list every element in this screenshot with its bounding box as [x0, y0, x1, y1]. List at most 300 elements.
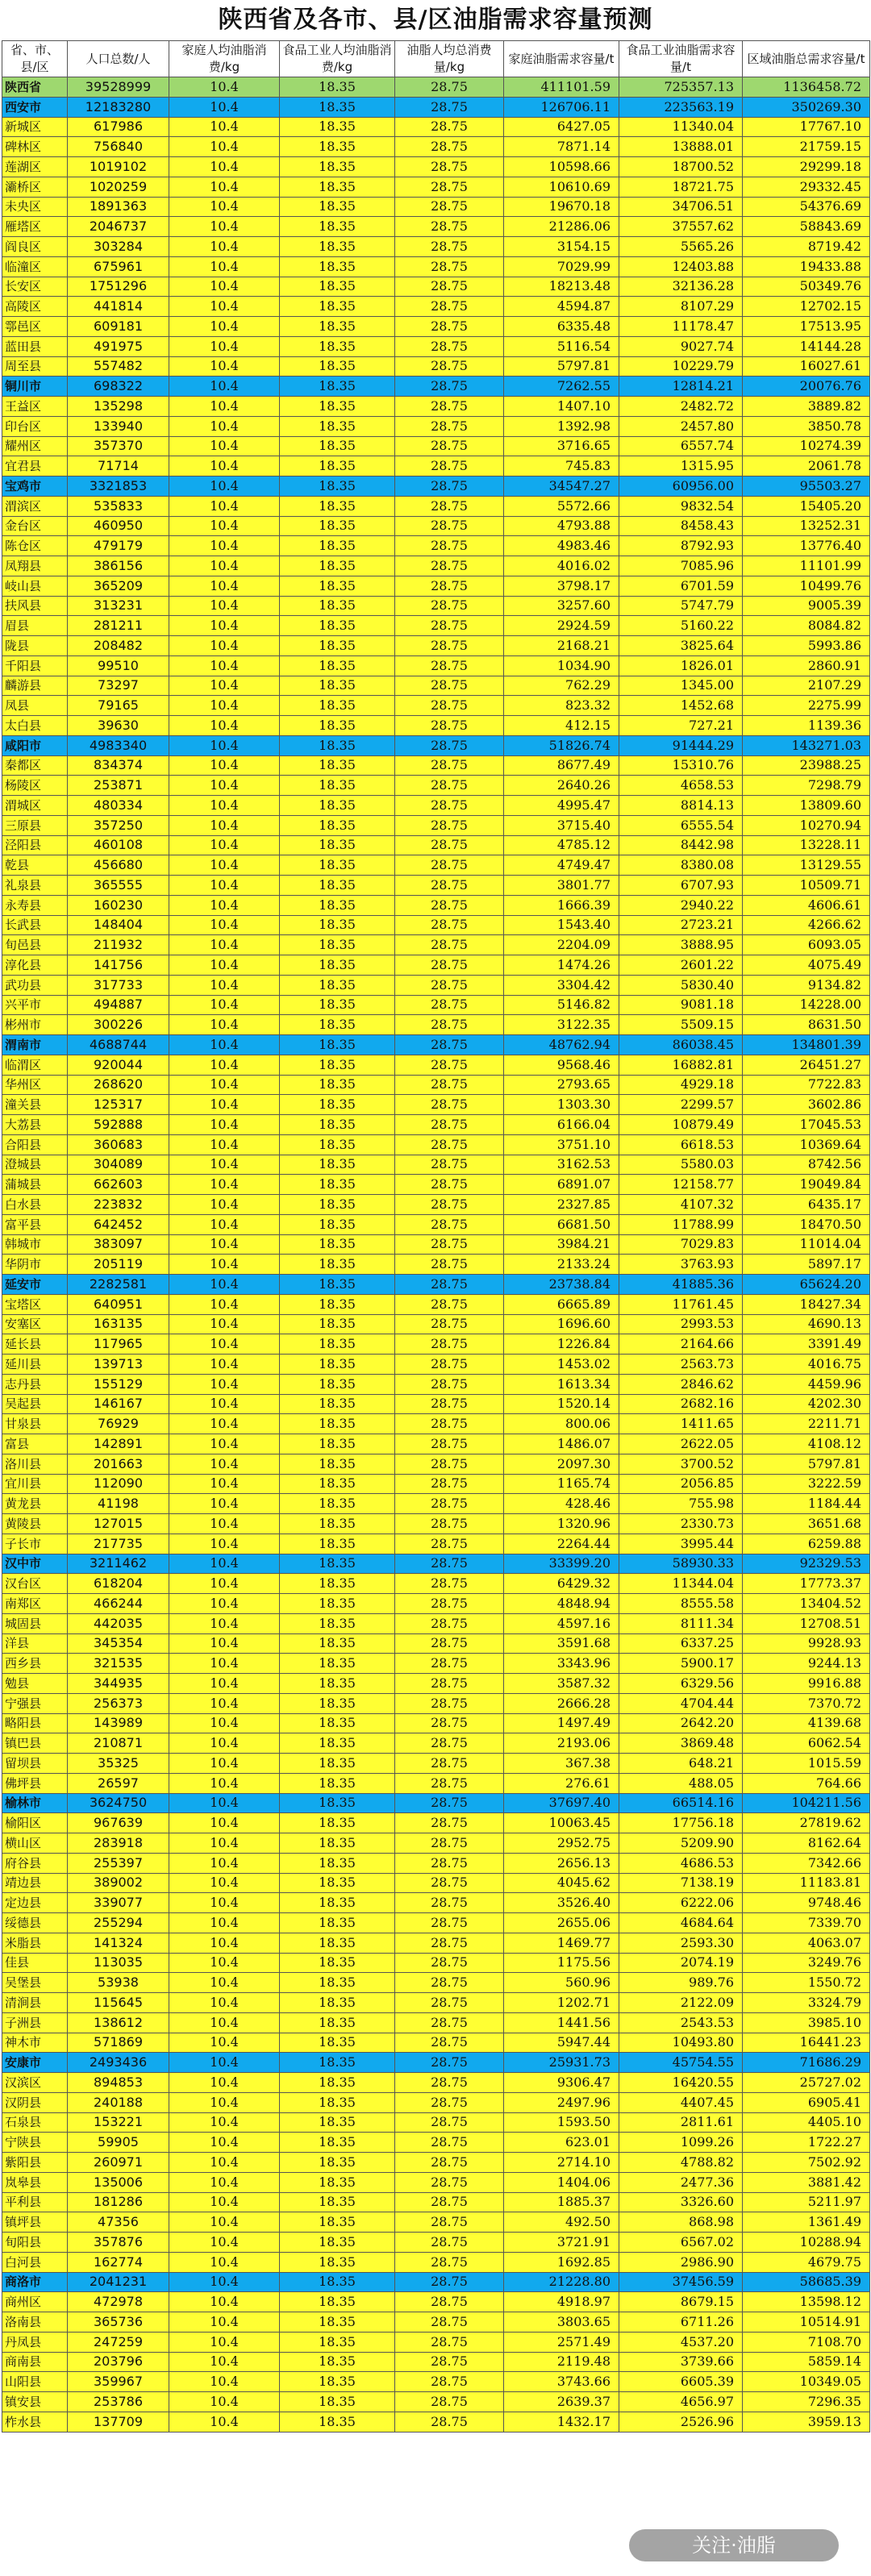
- cell-total-demand: 13776.40: [743, 536, 870, 556]
- cell-total-demand: 11183.81: [743, 1873, 870, 1893]
- cell-food-per-capita: 18.35: [280, 1773, 395, 1793]
- cell-household-demand: 2264.44: [504, 1534, 619, 1554]
- cell-household-per-capita: 10.4: [169, 1853, 280, 1873]
- cell-food-demand: 2056.85: [619, 1474, 743, 1494]
- cell-population: 125317: [68, 1095, 169, 1115]
- cell-total-per-capita: 28.75: [395, 2053, 504, 2073]
- cell-population: 1019102: [68, 157, 169, 177]
- cell-population: 365209: [68, 576, 169, 596]
- cell-region: 蓝田县: [2, 336, 68, 356]
- cell-total-demand: 13129.55: [743, 855, 870, 876]
- cell-total-per-capita: 28.75: [395, 815, 504, 835]
- cell-household-demand: 1885.37: [504, 2192, 619, 2212]
- table-row: [2, 2292, 870, 2312]
- table-row: [2, 237, 870, 257]
- cell-household-per-capita: 10.4: [169, 1434, 280, 1454]
- cell-total-demand: 13228.11: [743, 835, 870, 855]
- cell-household-demand: 3716.65: [504, 436, 619, 456]
- cell-region: 陇县: [2, 636, 68, 656]
- cell-household-demand: 1165.74: [504, 1474, 619, 1494]
- cell-food-demand: 725357.13: [619, 77, 743, 98]
- cell-region: 紫阳县: [2, 2153, 68, 2173]
- cell-region: 佛坪县: [2, 1773, 68, 1793]
- cell-food-per-capita: 18.35: [280, 716, 395, 736]
- cell-food-demand: 3825.64: [619, 636, 743, 656]
- cell-total-demand: 2107.29: [743, 676, 870, 696]
- cell-household-per-capita: 10.4: [169, 157, 280, 177]
- cell-total-per-capita: 28.75: [395, 1754, 504, 1774]
- cell-food-per-capita: 18.35: [280, 356, 395, 377]
- cell-household-demand: 4594.87: [504, 297, 619, 317]
- cell-population: 99510: [68, 655, 169, 676]
- table-row: [2, 1075, 870, 1095]
- cell-food-per-capita: 18.35: [280, 1713, 395, 1733]
- city-summary-row: [2, 1275, 870, 1295]
- cell-household-per-capita: 10.4: [169, 975, 280, 995]
- cell-total-per-capita: 28.75: [395, 2073, 504, 2093]
- cell-total-per-capita: 28.75: [395, 277, 504, 297]
- header-total-per-capita: 油脂人均总消费量/kg: [395, 41, 504, 77]
- cell-household-per-capita: 10.4: [169, 1733, 280, 1754]
- cell-population: 642452: [68, 1214, 169, 1234]
- cell-region: 黄陵县: [2, 1514, 68, 1534]
- cell-region: 吴起县: [2, 1394, 68, 1414]
- table-row: [2, 2412, 870, 2432]
- cell-household-demand: 1392.98: [504, 416, 619, 436]
- cell-total-demand: 15405.20: [743, 496, 870, 516]
- cell-food-demand: 1411.65: [619, 1414, 743, 1434]
- cell-total-demand: 1015.59: [743, 1754, 870, 1774]
- cell-population: 141324: [68, 1933, 169, 1953]
- cell-total-per-capita: 28.75: [395, 2212, 504, 2233]
- table-row: [2, 2372, 870, 2392]
- header-food-industry-demand: 食品工业油脂需求容量/t: [619, 41, 743, 77]
- cell-total-per-capita: 28.75: [395, 1334, 504, 1355]
- cell-total-demand: 14144.28: [743, 336, 870, 356]
- cell-food-per-capita: 18.35: [280, 616, 395, 636]
- cell-food-per-capita: 18.35: [280, 397, 395, 417]
- cell-food-per-capita: 18.35: [280, 2312, 395, 2333]
- cell-household-per-capita: 10.4: [169, 1613, 280, 1633]
- cell-food-per-capita: 18.35: [280, 476, 395, 497]
- cell-region: 武功县: [2, 975, 68, 995]
- cell-household-demand: 3162.53: [504, 1155, 619, 1175]
- cell-household-per-capita: 10.4: [169, 1155, 280, 1175]
- cell-total-demand: 5859.14: [743, 2352, 870, 2372]
- cell-total-demand: 65624.20: [743, 1275, 870, 1295]
- table-row: [2, 1394, 870, 1414]
- cell-household-per-capita: 10.4: [169, 2192, 280, 2212]
- cell-household-per-capita: 10.4: [169, 2112, 280, 2133]
- cell-household-per-capita: 10.4: [169, 1075, 280, 1095]
- cell-household-demand: 1432.17: [504, 2412, 619, 2432]
- table-row: [2, 636, 870, 656]
- cell-household-per-capita: 10.4: [169, 217, 280, 237]
- cell-household-per-capita: 10.4: [169, 1234, 280, 1255]
- cell-food-demand: 10229.79: [619, 356, 743, 377]
- cell-household-per-capita: 10.4: [169, 2292, 280, 2312]
- cell-population: 39528999: [68, 77, 169, 98]
- cell-population: 3211462: [68, 1554, 169, 1574]
- cell-total-demand: 25727.02: [743, 2073, 870, 2093]
- cell-food-per-capita: 18.35: [280, 496, 395, 516]
- cell-food-per-capita: 18.35: [280, 556, 395, 576]
- cell-total-demand: 3850.78: [743, 416, 870, 436]
- cell-total-demand: 9134.82: [743, 975, 870, 995]
- cell-population: 303284: [68, 237, 169, 257]
- cell-food-demand: 3888.95: [619, 935, 743, 955]
- cell-region: 宁陕县: [2, 2133, 68, 2153]
- cell-total-demand: 17513.95: [743, 317, 870, 337]
- cell-food-demand: 2477.36: [619, 2172, 743, 2192]
- table-body: [2, 77, 870, 2432]
- cell-population: 137709: [68, 2412, 169, 2432]
- cell-household-demand: 6166.04: [504, 1115, 619, 1135]
- cell-food-demand: 16882.81: [619, 1055, 743, 1075]
- cell-household-demand: 19670.18: [504, 197, 619, 217]
- cell-total-per-capita: 28.75: [395, 2352, 504, 2372]
- cell-total-per-capita: 28.75: [395, 1454, 504, 1474]
- cell-total-per-capita: 28.75: [395, 696, 504, 716]
- cell-total-demand: 3222.59: [743, 1474, 870, 1494]
- table-row: [2, 137, 870, 157]
- cell-population: 155129: [68, 1374, 169, 1394]
- cell-population: 360683: [68, 1134, 169, 1155]
- cell-total-per-capita: 28.75: [395, 2192, 504, 2212]
- cell-household-demand: 23738.84: [504, 1275, 619, 1295]
- cell-food-demand: 2642.20: [619, 1713, 743, 1733]
- cell-food-per-capita: 18.35: [280, 835, 395, 855]
- cell-population: 460950: [68, 516, 169, 536]
- cell-population: 139713: [68, 1355, 169, 1375]
- cell-food-per-capita: 18.35: [280, 1055, 395, 1075]
- cell-food-demand: 2593.30: [619, 1933, 743, 1953]
- cell-household-demand: 10610.69: [504, 177, 619, 197]
- table-row: [2, 915, 870, 935]
- cell-food-demand: 11761.45: [619, 1294, 743, 1314]
- cell-region: 绥德县: [2, 1913, 68, 1933]
- cell-total-per-capita: 28.75: [395, 2172, 504, 2192]
- cell-total-demand: 3391.49: [743, 1334, 870, 1355]
- cell-region: 扶风县: [2, 596, 68, 616]
- cell-region: 长安区: [2, 277, 68, 297]
- cell-total-demand: 5797.81: [743, 1454, 870, 1474]
- cell-food-per-capita: 18.35: [280, 456, 395, 476]
- cell-total-demand: 3324.79: [743, 1993, 870, 2013]
- cell-household-demand: 21286.06: [504, 217, 619, 237]
- cell-household-demand: 3715.40: [504, 815, 619, 835]
- table-row: [2, 2312, 870, 2333]
- cell-total-demand: 143271.03: [743, 735, 870, 755]
- cell-population: 321535: [68, 1654, 169, 1674]
- cell-region: 新城区: [2, 117, 68, 137]
- cell-population: 472978: [68, 2292, 169, 2312]
- cell-food-demand: 6555.54: [619, 815, 743, 835]
- cell-food-demand: 3739.66: [619, 2352, 743, 2372]
- table-row: [2, 1773, 870, 1793]
- cell-total-per-capita: 28.75: [395, 1594, 504, 1614]
- cell-food-demand: 2601.22: [619, 955, 743, 976]
- cell-total-demand: 7722.83: [743, 1075, 870, 1095]
- cell-region: 泾阳县: [2, 835, 68, 855]
- cell-food-demand: 9081.18: [619, 995, 743, 1015]
- cell-total-per-capita: 28.75: [395, 1494, 504, 1514]
- cell-total-demand: 9005.39: [743, 596, 870, 616]
- cell-population: 1891363: [68, 197, 169, 217]
- table-row: [2, 516, 870, 536]
- cell-region: 子长市: [2, 1534, 68, 1554]
- cell-total-demand: 17773.37: [743, 1574, 870, 1594]
- cell-total-demand: 4075.49: [743, 955, 870, 976]
- city-summary-row: [2, 2272, 870, 2292]
- cell-total-demand: 7298.79: [743, 776, 870, 796]
- table-row: [2, 1594, 870, 1614]
- cell-household-demand: 2327.85: [504, 1195, 619, 1215]
- cell-total-demand: 4139.68: [743, 1713, 870, 1733]
- cell-total-per-capita: 28.75: [395, 716, 504, 736]
- cell-region: 碑林区: [2, 137, 68, 157]
- cell-population: 592888: [68, 1115, 169, 1135]
- cell-food-demand: 5160.22: [619, 616, 743, 636]
- cell-region: 南郑区: [2, 1594, 68, 1614]
- cell-food-per-capita: 18.35: [280, 1414, 395, 1434]
- cell-household-per-capita: 10.4: [169, 716, 280, 736]
- cell-total-demand: 9244.13: [743, 1654, 870, 1674]
- cell-food-demand: 5747.79: [619, 596, 743, 616]
- cell-food-demand: 2122.09: [619, 1993, 743, 2013]
- cell-household-per-capita: 10.4: [169, 1793, 280, 1813]
- cell-household-per-capita: 10.4: [169, 1255, 280, 1275]
- cell-food-per-capita: 18.35: [280, 177, 395, 197]
- cell-household-per-capita: 10.4: [169, 1095, 280, 1115]
- cell-total-per-capita: 28.75: [395, 2153, 504, 2173]
- cell-region: 志丹县: [2, 1374, 68, 1394]
- cell-household-per-capita: 10.4: [169, 1454, 280, 1474]
- cell-total-per-capita: 28.75: [395, 1973, 504, 1993]
- cell-population: 41198: [68, 1494, 169, 1514]
- cell-total-per-capita: 28.75: [395, 876, 504, 896]
- cell-total-per-capita: 28.75: [395, 1773, 504, 1793]
- table-row: [2, 416, 870, 436]
- cell-region: 旬阳县: [2, 2233, 68, 2253]
- cell-population: 4688744: [68, 1035, 169, 1055]
- cell-food-per-capita: 18.35: [280, 2153, 395, 2173]
- cell-population: 240188: [68, 2092, 169, 2112]
- cell-region: 旬邑县: [2, 935, 68, 955]
- table-row: [2, 197, 870, 217]
- cell-population: 4983340: [68, 735, 169, 755]
- table-row: [2, 1195, 870, 1215]
- cell-population: 617986: [68, 117, 169, 137]
- cell-food-demand: 2164.66: [619, 1334, 743, 1355]
- cell-household-demand: 3803.65: [504, 2312, 619, 2333]
- cell-household-per-capita: 10.4: [169, 1554, 280, 1574]
- cell-food-demand: 12814.21: [619, 377, 743, 397]
- cell-household-demand: 34547.27: [504, 476, 619, 497]
- cell-region: 淳化县: [2, 955, 68, 976]
- cell-total-demand: 7296.35: [743, 2392, 870, 2412]
- cell-total-demand: 23988.25: [743, 755, 870, 776]
- cell-household-demand: 1404.06: [504, 2172, 619, 2192]
- cell-total-per-capita: 28.75: [395, 2133, 504, 2153]
- cell-region: 灞桥区: [2, 177, 68, 197]
- cell-food-per-capita: 18.35: [280, 1155, 395, 1175]
- cell-population: 357370: [68, 436, 169, 456]
- cell-food-demand: 1099.26: [619, 2133, 743, 2153]
- cell-total-demand: 92329.53: [743, 1554, 870, 1574]
- cell-household-demand: 411101.59: [504, 77, 619, 98]
- cell-region: 横山区: [2, 1833, 68, 1854]
- cell-household-demand: 5572.66: [504, 496, 619, 516]
- cell-total-demand: 13252.31: [743, 516, 870, 536]
- cell-population: 76929: [68, 1414, 169, 1434]
- cell-household-per-capita: 10.4: [169, 2053, 280, 2073]
- cell-household-per-capita: 10.4: [169, 2352, 280, 2372]
- cell-total-demand: 4690.13: [743, 1314, 870, 1334]
- cell-food-demand: 2622.05: [619, 1434, 743, 1454]
- cell-total-demand: 2211.71: [743, 1414, 870, 1434]
- cell-food-per-capita: 18.35: [280, 197, 395, 217]
- cell-household-demand: 1520.14: [504, 1394, 619, 1414]
- cell-food-per-capita: 18.35: [280, 1933, 395, 1953]
- cell-region: 蒲城县: [2, 1175, 68, 1195]
- cell-food-per-capita: 18.35: [280, 655, 395, 676]
- cell-total-demand: 10514.91: [743, 2312, 870, 2333]
- cell-total-demand: 3602.86: [743, 1095, 870, 1115]
- cell-total-per-capita: 28.75: [395, 1853, 504, 1873]
- cell-region: 兴平市: [2, 995, 68, 1015]
- cell-household-demand: 2571.49: [504, 2332, 619, 2352]
- cell-food-demand: 86038.45: [619, 1035, 743, 1055]
- cell-total-per-capita: 28.75: [395, 1933, 504, 1953]
- cell-household-per-capita: 10.4: [169, 1334, 280, 1355]
- cell-household-demand: 7871.14: [504, 137, 619, 157]
- cell-household-per-capita: 10.4: [169, 1913, 280, 1933]
- cell-food-per-capita: 18.35: [280, 2412, 395, 2432]
- cell-household-per-capita: 10.4: [169, 1275, 280, 1295]
- cell-total-per-capita: 28.75: [395, 1394, 504, 1414]
- cell-food-demand: 45754.55: [619, 2053, 743, 2073]
- cell-household-per-capita: 10.4: [169, 476, 280, 497]
- cell-household-demand: 4016.02: [504, 556, 619, 576]
- cell-total-per-capita: 28.75: [395, 2392, 504, 2412]
- cell-food-per-capita: 18.35: [280, 975, 395, 995]
- cell-region: 宁强县: [2, 1693, 68, 1713]
- cell-household-per-capita: 10.4: [169, 397, 280, 417]
- cell-total-demand: 4266.62: [743, 915, 870, 935]
- cell-household-demand: 3801.77: [504, 876, 619, 896]
- cell-household-demand: 1320.96: [504, 1514, 619, 1534]
- cell-food-demand: 1315.95: [619, 456, 743, 476]
- cell-population: 456680: [68, 855, 169, 876]
- cell-total-per-capita: 28.75: [395, 317, 504, 337]
- cell-food-per-capita: 18.35: [280, 137, 395, 157]
- cell-total-per-capita: 28.75: [395, 1713, 504, 1733]
- cell-total-per-capita: 28.75: [395, 117, 504, 137]
- cell-population: 1751296: [68, 277, 169, 297]
- cell-region: 王益区: [2, 397, 68, 417]
- cell-food-per-capita: 18.35: [280, 596, 395, 616]
- cell-population: 35325: [68, 1754, 169, 1774]
- cell-household-demand: 1486.07: [504, 1434, 619, 1454]
- cell-total-demand: 7108.70: [743, 2332, 870, 2352]
- cell-food-per-capita: 18.35: [280, 1355, 395, 1375]
- cell-household-demand: 367.38: [504, 1754, 619, 1774]
- cell-total-per-capita: 28.75: [395, 536, 504, 556]
- cell-food-demand: 2330.73: [619, 1514, 743, 1534]
- cell-total-per-capita: 28.75: [395, 77, 504, 98]
- cell-region: 岐山县: [2, 576, 68, 596]
- cell-food-per-capita: 18.35: [280, 915, 395, 935]
- cell-household-demand: 4918.97: [504, 2292, 619, 2312]
- cell-household-demand: 2924.59: [504, 616, 619, 636]
- cell-region: 延长县: [2, 1334, 68, 1355]
- cell-region: 米脂县: [2, 1933, 68, 1953]
- cell-population: 53938: [68, 1973, 169, 1993]
- table-row: [2, 1134, 870, 1155]
- cell-population: 115645: [68, 1993, 169, 2013]
- cell-household-demand: 2793.65: [504, 1075, 619, 1095]
- cell-household-per-capita: 10.4: [169, 1134, 280, 1155]
- cell-total-per-capita: 28.75: [395, 1893, 504, 1913]
- cell-household-per-capita: 10.4: [169, 2012, 280, 2033]
- cell-region: 杨陵区: [2, 776, 68, 796]
- cell-total-demand: 1139.36: [743, 716, 870, 736]
- cell-food-demand: 6701.59: [619, 576, 743, 596]
- cell-region: 大荔县: [2, 1115, 68, 1135]
- cell-food-demand: 17756.18: [619, 1813, 743, 1833]
- cell-food-per-capita: 18.35: [280, 1434, 395, 1454]
- cell-household-per-capita: 10.4: [169, 277, 280, 297]
- table-row: [2, 1414, 870, 1434]
- cell-household-per-capita: 10.4: [169, 1813, 280, 1833]
- cell-household-per-capita: 10.4: [169, 2412, 280, 2432]
- cell-household-per-capita: 10.4: [169, 2073, 280, 2093]
- cell-food-demand: 11344.04: [619, 1574, 743, 1594]
- table-row: [2, 336, 870, 356]
- table-row: [2, 835, 870, 855]
- cell-household-per-capita: 10.4: [169, 596, 280, 616]
- cell-region: 阎良区: [2, 237, 68, 257]
- cell-household-demand: 1226.84: [504, 1334, 619, 1355]
- cell-household-demand: 2193.06: [504, 1733, 619, 1754]
- cell-total-demand: 8631.50: [743, 1015, 870, 1035]
- cell-food-per-capita: 18.35: [280, 2272, 395, 2292]
- cell-food-demand: 2526.96: [619, 2412, 743, 2432]
- table-row: [2, 1813, 870, 1833]
- cell-region: 渭城区: [2, 796, 68, 816]
- table-row: [2, 1993, 870, 2013]
- cell-food-demand: 15310.76: [619, 755, 743, 776]
- cell-household-demand: 4785.12: [504, 835, 619, 855]
- cell-total-per-capita: 28.75: [395, 1255, 504, 1275]
- cell-total-demand: 3651.68: [743, 1514, 870, 1534]
- cell-total-per-capita: 28.75: [395, 1674, 504, 1694]
- cell-food-demand: 2457.80: [619, 416, 743, 436]
- table-row: [2, 2233, 870, 2253]
- cell-total-per-capita: 28.75: [395, 1873, 504, 1893]
- table-row: [2, 776, 870, 796]
- cell-household-demand: 1034.90: [504, 655, 619, 676]
- header-row: [2, 41, 870, 77]
- cell-total-demand: 6435.17: [743, 1195, 870, 1215]
- cell-food-per-capita: 18.35: [280, 2133, 395, 2153]
- cell-region: 华州区: [2, 1075, 68, 1095]
- cell-food-demand: 18700.52: [619, 157, 743, 177]
- cell-food-demand: 8814.13: [619, 796, 743, 816]
- cell-food-per-capita: 18.35: [280, 1893, 395, 1913]
- cell-total-demand: 4679.75: [743, 2252, 870, 2272]
